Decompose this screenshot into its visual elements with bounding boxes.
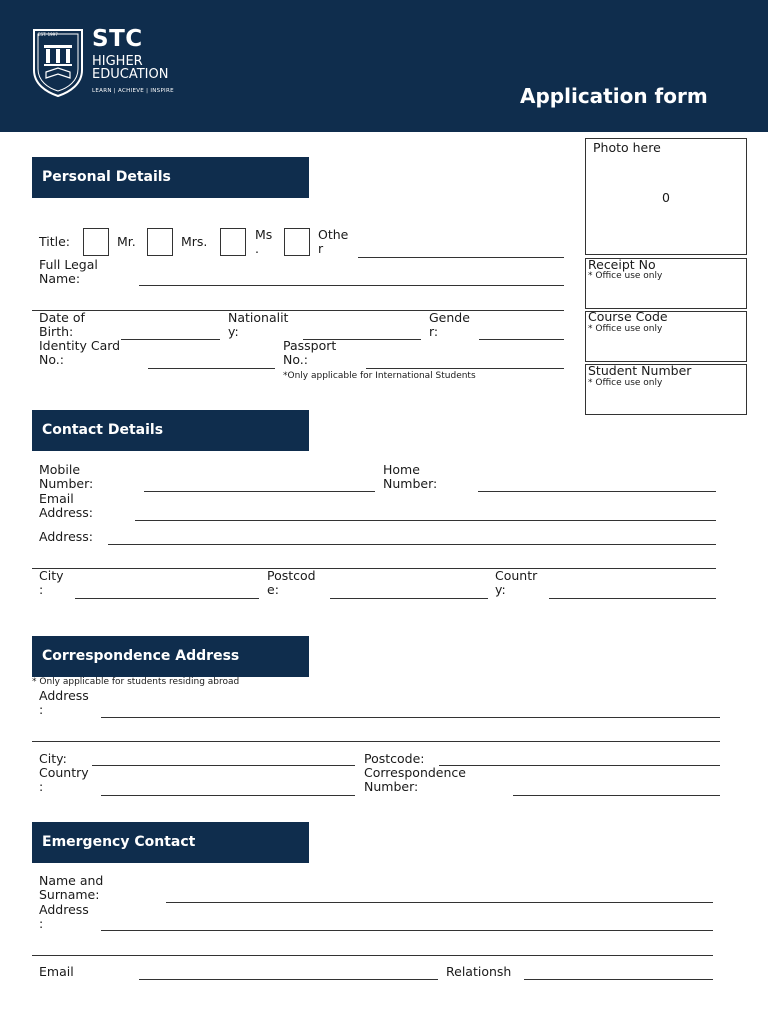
brand-line-1: HIGHER xyxy=(92,54,143,69)
postcode-line[interactable] xyxy=(330,598,488,599)
title-ms-checkbox[interactable] xyxy=(220,228,246,256)
gender-line[interactable] xyxy=(479,339,564,340)
emergency-heading: Emergency Contact xyxy=(32,822,309,863)
address-line-2[interactable] xyxy=(32,568,716,569)
gender-label: Gende r: xyxy=(429,310,470,339)
address-line[interactable] xyxy=(108,544,716,545)
receipt-label: Receipt No xyxy=(588,257,656,272)
corr-address-line[interactable] xyxy=(101,717,720,718)
title-mr-checkbox[interactable] xyxy=(83,228,109,256)
full-name-line-2[interactable] xyxy=(32,310,564,311)
emergency-address-line[interactable] xyxy=(101,930,713,931)
address-label: Address: xyxy=(39,529,93,544)
brand-line-2: EDUCATION xyxy=(92,67,169,82)
corr-address-line-2[interactable] xyxy=(32,741,720,742)
corr-number-label: Correspondence Number: xyxy=(364,765,466,794)
id-card-label: Identity Card No.: xyxy=(39,338,121,367)
passport-note: *Only applicable for International Students xyxy=(283,371,476,381)
emergency-email-label: Email xyxy=(39,964,74,979)
title-other-checkbox[interactable] xyxy=(284,228,310,256)
emergency-email-line[interactable] xyxy=(139,979,438,980)
home-number-label: Home Number: xyxy=(383,462,438,491)
title-mrs-label: Mrs. xyxy=(181,234,208,249)
id-card-line[interactable] xyxy=(148,368,275,369)
course-office-note: * Office use only xyxy=(588,324,663,334)
corr-city-label: City: xyxy=(39,751,67,766)
logo-seal-text: EST. 1997 xyxy=(38,32,58,37)
email-line[interactable] xyxy=(135,520,716,521)
nationality-label: Nationalit y: xyxy=(228,310,289,339)
emergency-address-line-2[interactable] xyxy=(32,955,713,956)
contact-details-heading: Contact Details xyxy=(32,410,309,451)
photo-label: Photo here xyxy=(593,140,661,155)
passport-label: Passport No.: xyxy=(283,338,337,367)
full-name-label: Full Legal Name: xyxy=(39,257,98,286)
receipt-office-note: * Office use only xyxy=(588,271,663,281)
full-name-line[interactable] xyxy=(139,285,564,286)
home-number-line[interactable] xyxy=(478,491,716,492)
photo-value: 0 xyxy=(662,190,670,205)
shield-logo-icon xyxy=(32,28,84,98)
corr-country-line[interactable] xyxy=(101,795,355,796)
emergency-name-line[interactable] xyxy=(166,902,713,903)
postcode-label: Postcod e: xyxy=(267,568,316,597)
student-office-note: * Office use only xyxy=(588,378,663,388)
title-ms-label: Ms . xyxy=(255,227,273,256)
corr-country-label: Country : xyxy=(39,765,89,794)
email-label: Email Address: xyxy=(39,491,93,520)
title-other-line[interactable] xyxy=(358,257,564,258)
title-mr-label: Mr. xyxy=(117,234,136,249)
emergency-name-label: Name and Surname: xyxy=(39,873,104,902)
country-label: Countr y: xyxy=(495,568,538,597)
correspondence-heading: Correspondence Address xyxy=(32,636,309,677)
personal-details-heading: Personal Details xyxy=(32,157,309,198)
corr-city-line[interactable] xyxy=(92,765,355,766)
dob-line[interactable] xyxy=(121,339,220,340)
title-label: Title: xyxy=(39,234,70,249)
corr-postcode-line[interactable] xyxy=(439,765,720,766)
mobile-label: Mobile Number: xyxy=(39,462,94,491)
title-other-label: Othe r xyxy=(318,227,349,256)
country-line[interactable] xyxy=(549,598,716,599)
mobile-line[interactable] xyxy=(144,491,375,492)
city-line[interactable] xyxy=(75,598,259,599)
corr-number-line[interactable] xyxy=(513,795,720,796)
dob-label: Date of Birth: xyxy=(39,310,85,339)
course-code-label: Course Code xyxy=(588,309,668,324)
corr-postcode-label: Postcode: xyxy=(364,751,425,766)
relationship-line[interactable] xyxy=(524,979,713,980)
student-number-label: Student Number xyxy=(588,363,692,378)
emergency-address-label: Address : xyxy=(39,902,89,931)
relationship-label: Relationsh xyxy=(446,964,512,979)
city-label: City : xyxy=(39,568,64,597)
passport-line[interactable] xyxy=(366,368,564,369)
brand-name: STC xyxy=(92,26,143,52)
correspondence-note: * Only applicable for students residing abroad xyxy=(32,677,240,687)
form-title: Application form xyxy=(520,84,708,108)
corr-address-label: Address : xyxy=(39,688,89,717)
brand-tagline: LEARN | ACHIEVE | INSPIRE xyxy=(92,88,174,94)
title-mrs-checkbox[interactable] xyxy=(147,228,173,256)
